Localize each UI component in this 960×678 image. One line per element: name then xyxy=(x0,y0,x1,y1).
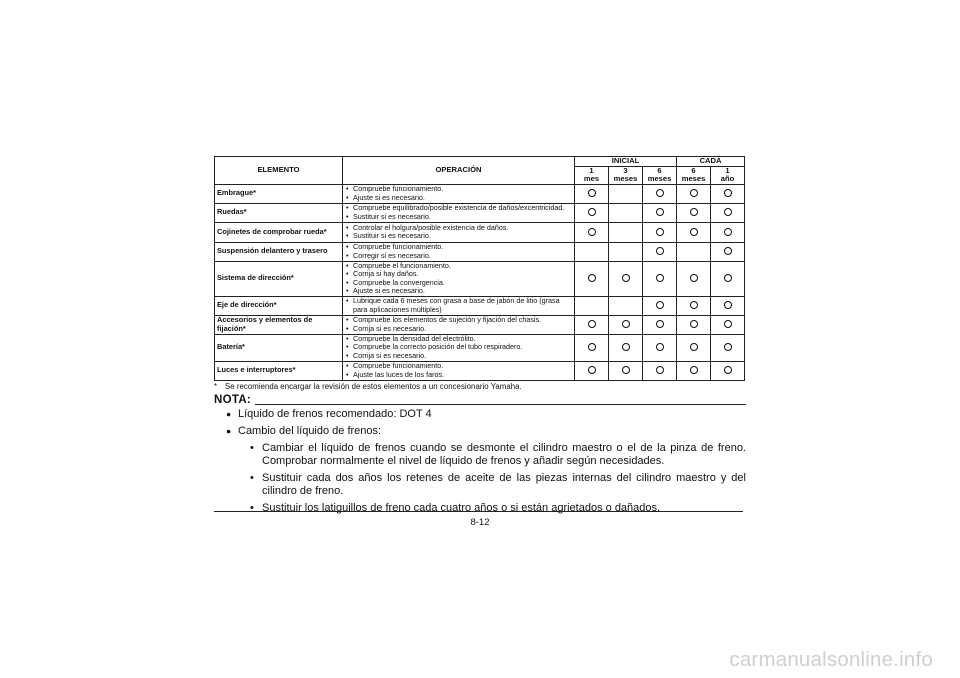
check-circle-icon xyxy=(588,208,596,216)
interval-cell xyxy=(575,361,609,380)
period-unit: meses xyxy=(681,174,706,183)
nota-rule xyxy=(255,404,746,405)
check-circle-icon xyxy=(588,274,596,282)
footnote xyxy=(214,382,746,391)
period-unit: meses xyxy=(613,174,638,183)
interval-cell xyxy=(575,203,609,222)
operation-item: • Ajuste si es necesario. xyxy=(345,287,572,295)
header-operation: OPERACIÓN xyxy=(343,157,575,185)
header-period-2 xyxy=(643,166,677,184)
nota-subitem-text: Sustituir los latiguillos de freno cada cuatro años o si están agrietados o dañados. xyxy=(262,501,661,514)
check-circle-icon xyxy=(656,343,664,351)
check-circle-icon xyxy=(656,189,664,197)
interval-cell xyxy=(609,242,643,261)
interval-cell xyxy=(643,222,677,242)
element-cell: Suspensión delantero y trasero xyxy=(215,242,343,261)
period-unit: meses xyxy=(647,174,672,183)
check-circle-icon xyxy=(588,228,596,236)
interval-cell xyxy=(575,334,609,361)
header-every: CADA xyxy=(677,157,745,167)
interval-cell xyxy=(643,203,677,222)
operation-item: • Ajuste las luces de los faros. xyxy=(345,371,572,379)
table-row xyxy=(215,334,745,361)
operation-item: • Compruebe la densidad del electrólito. xyxy=(345,335,572,343)
period-number: 6 xyxy=(657,165,662,175)
interval-cell xyxy=(609,222,643,242)
element-cell: Cojinetes de comprobar rueda* xyxy=(215,222,343,242)
operation-list xyxy=(345,297,572,314)
element-cell: Sistema de dirección* xyxy=(215,261,343,296)
interval-cell xyxy=(677,261,711,296)
interval-cell xyxy=(711,296,745,315)
check-circle-icon xyxy=(724,189,732,197)
header-period-0 xyxy=(575,166,609,184)
operation-item: • Compruebe los elementos de sujeción y fijación del chasis. xyxy=(345,316,572,324)
interval-cell xyxy=(609,334,643,361)
check-circle-icon xyxy=(690,208,698,216)
nota-item-text: Cambio del líquido de frenos: xyxy=(238,424,382,437)
watermark: carmanualsonline.info xyxy=(729,648,933,671)
interval-cell xyxy=(575,184,609,203)
check-circle-icon xyxy=(690,228,698,236)
header-period-3 xyxy=(677,166,711,184)
check-circle-icon xyxy=(656,320,664,328)
footnote-text: Se recomienda encargar la revisión de estos elementos a un concesionario Yamaha. xyxy=(225,381,522,391)
check-circle-icon xyxy=(690,366,698,374)
interval-cell xyxy=(711,242,745,261)
maintenance-table xyxy=(214,156,745,381)
element-cell: Ruedas* xyxy=(215,203,343,222)
interval-cell xyxy=(711,184,745,203)
check-circle-icon xyxy=(588,366,596,374)
element-cell: Embrague* xyxy=(215,184,343,203)
nota-subitem-text: Sustituir cada dos años los retenes de aceite de las piezas internas del cilindro maestro y del cilindro de freno. xyxy=(262,471,746,497)
element-cell: Accesorios y elementos de fijación* xyxy=(215,315,343,334)
operation-list xyxy=(345,243,572,260)
operation-cell xyxy=(343,296,575,315)
check-circle-icon xyxy=(724,366,732,374)
interval-cell xyxy=(711,203,745,222)
check-circle-icon xyxy=(656,274,664,282)
operation-item: • Compruebe el funcionamiento. xyxy=(345,262,572,270)
period-number: 1 xyxy=(589,165,594,175)
element-cell: Luces e interruptores* xyxy=(215,361,343,380)
check-circle-icon xyxy=(656,208,664,216)
operation-item: • Sustituir si es necesario. xyxy=(345,213,572,221)
operation-item: • Ajuste si es necesario. xyxy=(345,194,572,202)
check-circle-icon xyxy=(724,301,732,309)
interval-cell xyxy=(677,296,711,315)
nota-subitem xyxy=(214,502,746,515)
nota-subitem-text: Cambiar el líquido de frenos cuando se desmonte el cilindro maestro o el de la pinza de freno. Comprobar normalmente el nivel de líquido de frenos y añadir según necesidades. xyxy=(262,441,746,467)
operation-item: • Sustituir si es necesario. xyxy=(345,232,572,240)
check-circle-icon xyxy=(622,366,630,374)
operation-item: • Corrija si es necesario. xyxy=(345,325,572,333)
nota-list xyxy=(214,408,746,515)
table-row xyxy=(215,261,745,296)
operation-list xyxy=(345,185,572,202)
nota-subitem xyxy=(214,442,746,468)
check-circle-icon xyxy=(588,320,596,328)
operation-cell xyxy=(343,334,575,361)
manual-page xyxy=(214,156,746,519)
interval-cell xyxy=(711,315,745,334)
interval-cell xyxy=(677,203,711,222)
operation-list xyxy=(345,262,572,296)
operation-item: • Compruebe funcionamiento. xyxy=(345,243,572,251)
operation-cell xyxy=(343,184,575,203)
interval-cell xyxy=(609,261,643,296)
interval-cell xyxy=(609,203,643,222)
interval-cell xyxy=(677,334,711,361)
interval-cell xyxy=(677,184,711,203)
check-circle-icon xyxy=(656,301,664,309)
nota-item xyxy=(214,425,746,438)
check-circle-icon xyxy=(656,228,664,236)
operation-list xyxy=(345,204,572,221)
table-row xyxy=(215,242,745,261)
interval-cell xyxy=(643,315,677,334)
operation-list xyxy=(345,316,572,333)
operation-cell xyxy=(343,361,575,380)
check-circle-icon xyxy=(690,301,698,309)
bottom-rule xyxy=(214,511,743,512)
table-row xyxy=(215,296,745,315)
nota-subitem xyxy=(214,472,746,498)
operation-list xyxy=(345,335,572,360)
interval-cell xyxy=(609,296,643,315)
operation-item: • Lubrique cada 6 meses con grasa a base de jabón de litio (grasa para aplicaciones múltiples) xyxy=(345,297,572,314)
table-row xyxy=(215,315,745,334)
element-cell: Eje de dirección* xyxy=(215,296,343,315)
check-circle-icon xyxy=(724,274,732,282)
interval-cell xyxy=(643,296,677,315)
interval-cell xyxy=(677,242,711,261)
operation-item: • Corregir si es necesario. xyxy=(345,252,572,260)
nota-title: NOTA: xyxy=(214,393,252,406)
nota-header xyxy=(214,394,746,406)
check-circle-icon xyxy=(622,320,630,328)
interval-cell xyxy=(575,242,609,261)
interval-cell xyxy=(711,261,745,296)
operation-list xyxy=(345,224,572,241)
bullet-icon: • xyxy=(250,501,254,514)
operation-item: • Compruebe funcionamiento. xyxy=(345,185,572,193)
check-circle-icon xyxy=(690,343,698,351)
check-circle-icon xyxy=(724,228,732,236)
table-row xyxy=(215,184,745,203)
interval-cell xyxy=(677,315,711,334)
interval-cell xyxy=(643,184,677,203)
operation-item: • Corrija si hay daños. xyxy=(345,270,572,278)
check-circle-icon xyxy=(690,189,698,197)
period-number: 6 xyxy=(691,165,696,175)
interval-cell xyxy=(711,222,745,242)
operation-item: • Compruebe la convergencia. xyxy=(345,279,572,287)
interval-cell xyxy=(677,361,711,380)
check-circle-icon xyxy=(724,247,732,255)
interval-cell xyxy=(609,361,643,380)
operation-cell xyxy=(343,222,575,242)
period-number: 3 xyxy=(623,165,628,175)
nota-item-text: Líquido de frenos recomendado: DOT 4 xyxy=(238,407,432,420)
bullet-icon: ● xyxy=(226,408,232,419)
period-number: 1 xyxy=(725,165,730,175)
interval-cell xyxy=(609,184,643,203)
header-period-4 xyxy=(711,166,745,184)
operation-cell xyxy=(343,242,575,261)
operation-item: • Compruebe equilibrado/posible existencia de daños/excentricidad. xyxy=(345,204,572,212)
interval-cell xyxy=(711,334,745,361)
bullet-icon: • xyxy=(250,441,254,454)
interval-cell xyxy=(643,361,677,380)
table-row xyxy=(215,203,745,222)
header-element: ELEMENTO xyxy=(215,157,343,185)
check-circle-icon xyxy=(588,189,596,197)
operation-list xyxy=(345,362,572,379)
table-row xyxy=(215,222,745,242)
interval-cell xyxy=(677,222,711,242)
check-circle-icon xyxy=(656,366,664,374)
bullet-icon: ● xyxy=(226,425,232,436)
element-cell: Batería* xyxy=(215,334,343,361)
interval-cell xyxy=(575,296,609,315)
interval-cell xyxy=(609,315,643,334)
period-unit: mes xyxy=(583,174,600,183)
operation-cell xyxy=(343,261,575,296)
header-initial: INICIAL xyxy=(575,157,677,167)
operation-cell xyxy=(343,315,575,334)
header-period-1 xyxy=(609,166,643,184)
operation-item: • Corrija si es necesario. xyxy=(345,352,572,360)
operation-item: • Compruebe la correcto posición del tubo respiradero. xyxy=(345,343,572,351)
check-circle-icon xyxy=(622,343,630,351)
nota-item xyxy=(214,408,746,421)
check-circle-icon xyxy=(690,274,698,282)
interval-cell xyxy=(575,222,609,242)
interval-cell xyxy=(643,261,677,296)
bullet-icon: • xyxy=(250,471,254,484)
interval-cell xyxy=(575,315,609,334)
check-circle-icon xyxy=(724,320,732,328)
operation-item: • Controlar el holgura/posible existencia de daños. xyxy=(345,224,572,232)
interval-cell xyxy=(575,261,609,296)
maintenance-rows xyxy=(215,184,745,380)
check-circle-icon xyxy=(690,320,698,328)
footnote-mark: * xyxy=(214,381,218,391)
check-circle-icon xyxy=(724,343,732,351)
check-circle-icon xyxy=(622,274,630,282)
interval-cell xyxy=(643,242,677,261)
interval-cell xyxy=(643,334,677,361)
operation-cell xyxy=(343,203,575,222)
interval-cell xyxy=(711,361,745,380)
check-circle-icon xyxy=(656,247,664,255)
check-circle-icon xyxy=(588,343,596,351)
period-unit: año xyxy=(720,174,735,183)
table-row xyxy=(215,361,745,380)
check-circle-icon xyxy=(724,208,732,216)
page-number: 8-12 xyxy=(470,517,490,528)
operation-item: • Compruebe funcionamiento. xyxy=(345,362,572,370)
